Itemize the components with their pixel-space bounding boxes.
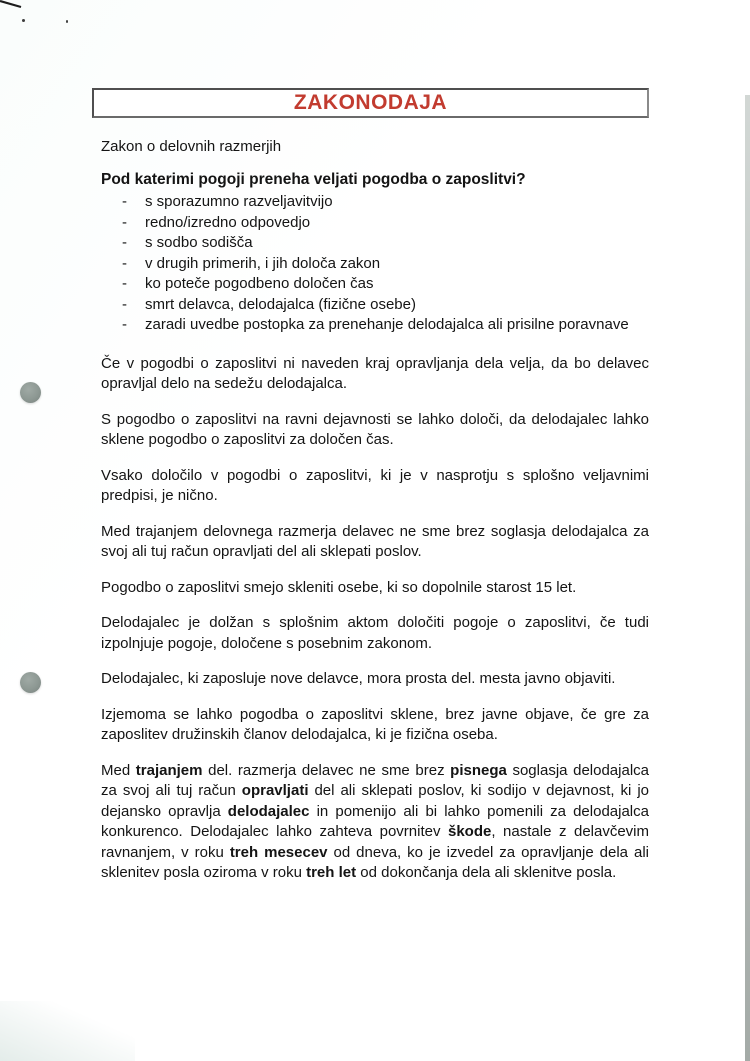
scan-edge-shadow bbox=[745, 95, 750, 1061]
bullet-list bbox=[101, 192, 649, 336]
document-body bbox=[101, 137, 649, 884]
list-item bbox=[101, 192, 649, 213]
list-item-text: smrt delavca, delodajalca (fizične osebe) bbox=[145, 295, 416, 313]
paragraph: Izjemoma se lahko pogodba o zaposlitvi sklene, brez javne objave, če gre za zaposlitev družinskih članov delodajalca, ki je fizična oseba. bbox=[101, 705, 649, 743]
paragraph: Pogodbo o zaposlitvi smejo skleniti osebe, ki so dopolnile starost 15 let. bbox=[101, 578, 577, 596]
dash-bullet: - bbox=[122, 234, 127, 251]
hole-punch bbox=[20, 672, 41, 693]
list-item bbox=[101, 274, 649, 295]
scan-speck bbox=[22, 19, 25, 22]
page-title: ZAKONODAJA bbox=[293, 91, 448, 114]
list-item-text: zaradi uvedbe postopka za prenehanje delodajalca ali prisilne poravnave bbox=[145, 316, 629, 333]
paragraph: Med trajanjem del. razmerja delavec ne sme brez pisnega soglasja delodajalca za svoj ali tuj račun opravljati del ali sklepati poslov, ki sodijo v dejavnost, ki jo dejansko opravlja delodajalec in pomenijo ali bi lahko pomenili za delodajalca konkurenco. Delodajalec lahko zahteva povrnitev škode, nastale z delavčevim ravnanjem, v roku treh mesecev od dneva, ko je izvedel za opravljanje dela ali sklenitev posla oziroma v roku treh let od dokončanja dela ali sklenitve posla. bbox=[101, 761, 649, 881]
list-item bbox=[101, 213, 649, 234]
dash-bullet: - bbox=[122, 275, 127, 292]
scan-smudge bbox=[0, 1001, 135, 1061]
paragraph: Če v pogodbi o zaposlitvi ni naveden kraj opravljanja dela velja, da bo delavec opravljal delo na sedežu delodajalca. bbox=[101, 354, 649, 392]
paragraph: Vsako določilo v pogodbi o zaposlitvi, ki je v nasprotju s splošno veljavnimi predpisi, je nično. bbox=[101, 466, 649, 504]
list-item bbox=[101, 315, 649, 336]
list-item bbox=[101, 254, 649, 275]
paragraph: Med trajanjem delovnega razmerja delavec ne sme brez soglasja delodajalca za svoj ali tuj račun opravljati del ali sklepati poslov. bbox=[101, 522, 649, 560]
list-item-text: s sporazumno razveljavitvijo bbox=[145, 193, 333, 210]
hole-punch bbox=[20, 382, 41, 403]
question-heading: Pod katerimi pogoji preneha veljati pogodba o zaposlitvi? bbox=[101, 170, 526, 188]
list-item-text: v drugih primerih, i jih določa zakon bbox=[145, 254, 381, 272]
dash-bullet: - bbox=[122, 213, 127, 231]
dash-bullet: - bbox=[122, 193, 127, 210]
title-box bbox=[92, 88, 649, 118]
list-item-text: redno/izredno odpovedjo bbox=[145, 213, 311, 231]
list-item-text: ko poteče pogodbeno določen čas bbox=[145, 275, 374, 292]
document-subtitle: Zakon o delovnih razmerjih bbox=[101, 138, 282, 155]
dash-bullet: - bbox=[122, 254, 127, 272]
paragraph: S pogodbo o zaposlitvi na ravni dejavnosti se lahko določi, da delodajalec lahko sklene pogodbo o zaposlitvi za določen čas. bbox=[101, 410, 649, 448]
paragraph: Delodajalec je dolžan s splošnim aktom določiti pogoje o zaposlitvi, če tudi izpolnjuje pogoje, določene s posebnim zakonom. bbox=[101, 614, 649, 652]
list-item-text: s sodbo sodišča bbox=[145, 234, 253, 251]
dash-bullet: - bbox=[122, 295, 127, 313]
list-item bbox=[101, 233, 649, 254]
dash-bullet: - bbox=[122, 316, 127, 333]
scan-speck bbox=[66, 20, 68, 23]
list-item bbox=[101, 295, 649, 316]
paragraph: Delodajalec, ki zaposluje nove delavce, mora prosta del. mesta javno objaviti. bbox=[101, 670, 616, 687]
scan-corner-mark bbox=[0, 0, 24, 12]
document-page bbox=[92, 88, 649, 899]
